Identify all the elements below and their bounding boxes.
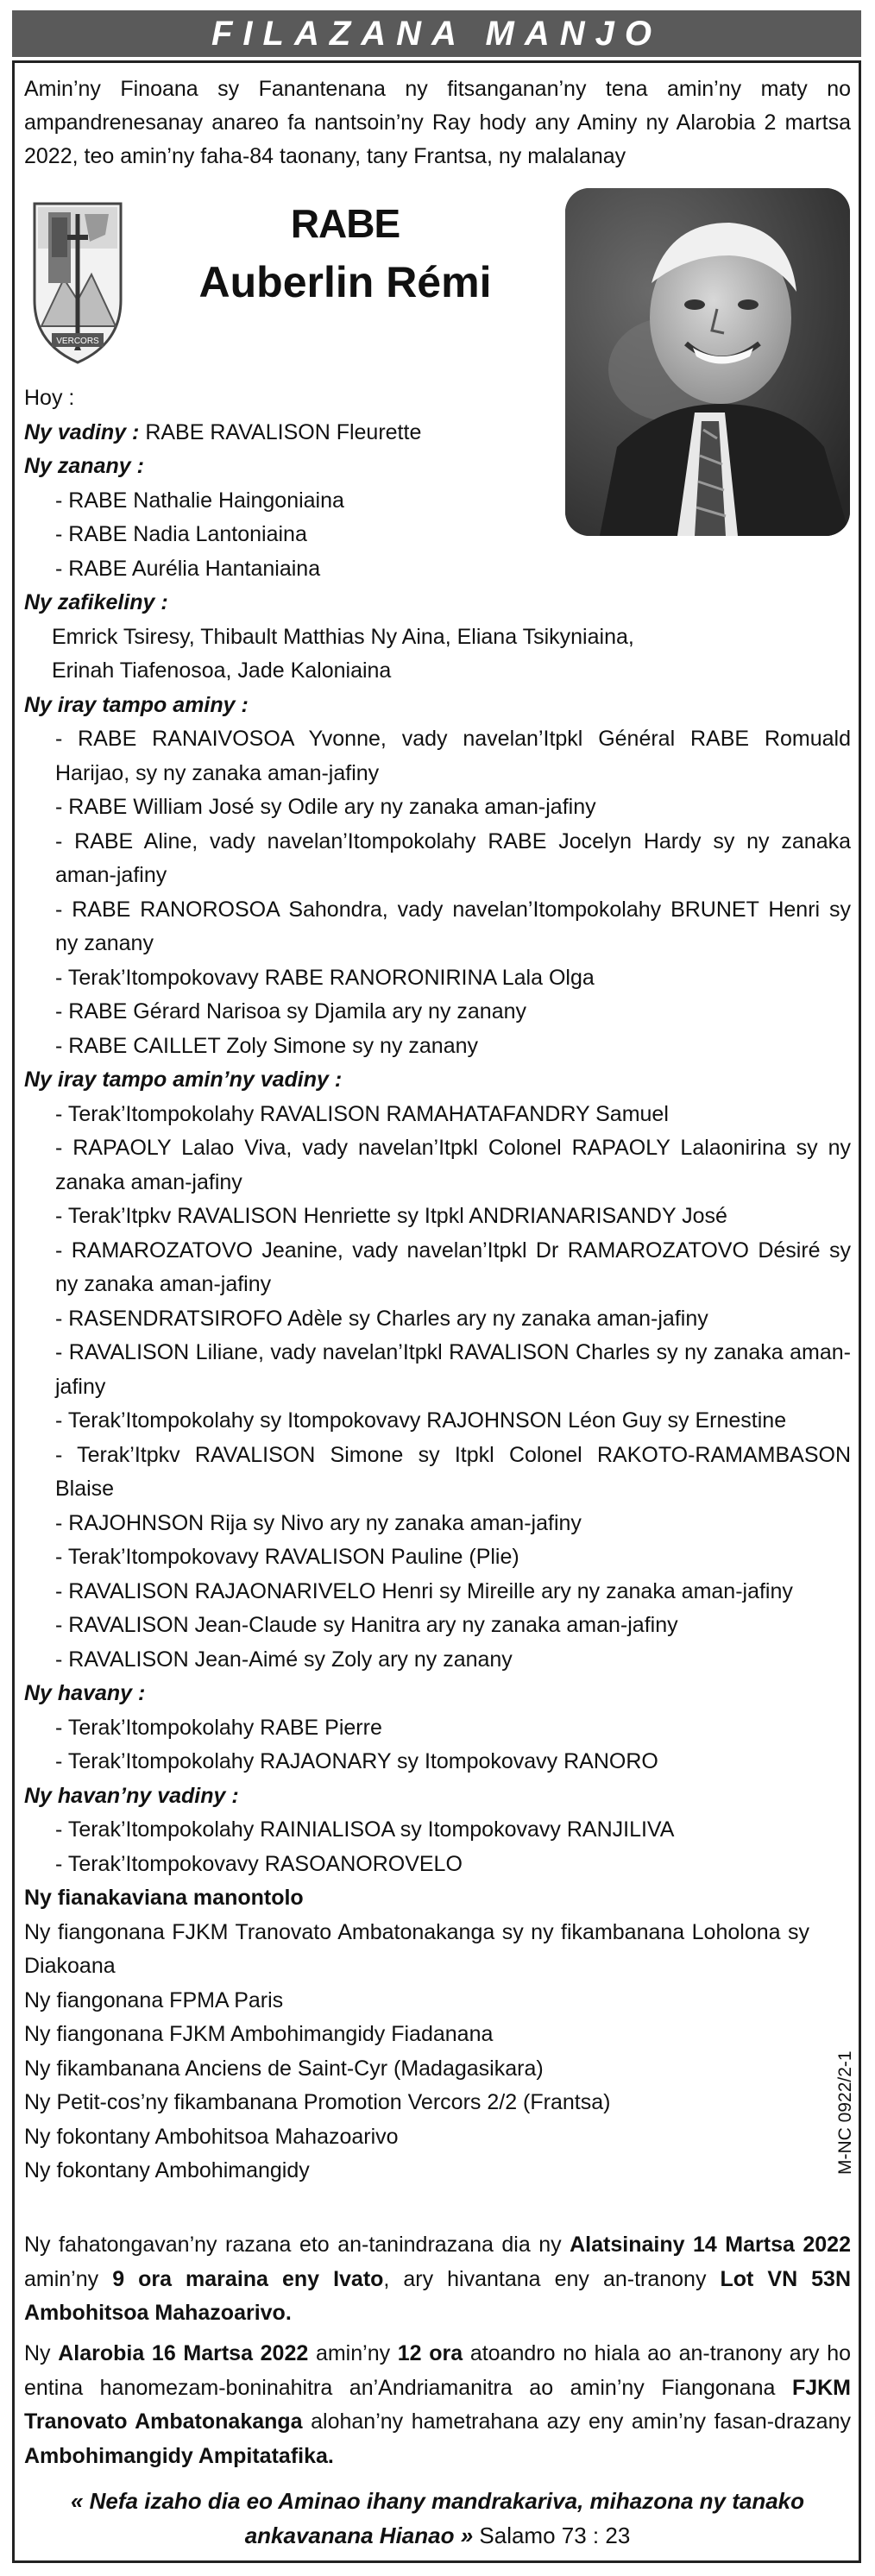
list-item: - RABE Nathalie Haingoniaina (55, 488, 344, 513)
funeral-paragraph (24, 2337, 851, 2473)
list-item: - RABE RANOROSOA Sahondra, vady navelan’Itompokolahy BRUNET Henri sy ny zanany (55, 897, 851, 955)
siblings-label: Ny iray tampo aminy : (24, 692, 249, 717)
list-item: - Terak’Itpkv RAVALISON Simone sy Itpkl Colonel RAKOTO-RAMAMBASON Blaise (55, 1442, 851, 1501)
funeral-text: Ny (24, 2341, 59, 2365)
list-item: Ny fiangonana FJKM Tranovato Ambatonakanga sy ny fikambanana Loholona sy Diakoana (24, 1919, 809, 1978)
funeral-time: 12 ora (397, 2341, 463, 2365)
intro-paragraph (24, 72, 851, 173)
list-item: - RABE Aurélia Hantaniaina (55, 556, 321, 581)
deceased-given-names: Auberlin Rémi (198, 258, 492, 306)
list-item: Erinah Tiafenosoa, Jade Kaloniaina (52, 658, 392, 683)
spouse-siblings-label: Ny iray tampo amin’ny vadiny : (24, 1068, 343, 1092)
list-item: Ny fiangonana FJKM Ambohimangidy Fiadanana (24, 2022, 494, 2046)
list-item: Ny fokontany Ambohitsoa Mahazoarivo (24, 2124, 399, 2149)
emblem-caption: VERCORS (56, 337, 99, 346)
list-item: - RAVALISON Jean-Claude sy Hanitra ary ny zanaka aman-jafiny (55, 1613, 678, 1637)
list-item: - Terak’Itompokovavy RABE RANORONIRINA Lala Olga (55, 965, 595, 990)
closing-verse (24, 2484, 851, 2553)
list-item: - Terak’Itompokolahy RAINIALISOA sy Itompokovavy RANJILIVA (55, 1817, 675, 1842)
portrait-photo (565, 188, 850, 536)
list-item: Ny fikambanana Anciens de Saint-Cyr (Madagasikara) (24, 2056, 544, 2081)
list-item: - RAMAROZATOVO Jeanine, vady navelan’Itpkl Dr RAMAROZATOVO Désiré sy ny zanaka aman-jafiny (55, 1238, 851, 1296)
list-item: Ny fokontany Ambohimangidy (24, 2158, 310, 2182)
list-item: - Terak’Itompokolahy RAVALISON RAMAHATAFANDRY Samuel (55, 1101, 669, 1126)
list-item: - RABE CAILLET Zoly Simone sy ny zanany (55, 1033, 479, 1058)
wake-paragraph (24, 2228, 851, 2331)
list-item: - Terak’Itompokovavy RAVALISON Pauline (Plie) (55, 1545, 519, 1569)
list-item: - RABE William José sy Odile ary ny zanaka aman-jafiny (55, 795, 596, 819)
list-item: - Terak’Itompokovavy RASOANOROVELO (55, 1851, 463, 1876)
list-item: - RAVALISON RAJAONARIVELO Henri sy Mireille ary ny zanaka aman-jafiny (55, 1578, 793, 1603)
funeral-burial-place: Ambohimangidy Ampitatafika. (24, 2443, 334, 2468)
list-item: - RAPAOLY Lalao Viva, vady navelan’Itpkl Colonel RAPAOLY Lalaonirina sy ny zanaka aman-jafiny (55, 1136, 851, 1194)
intro-text: Amin’ny Finoana sy Fanantenana ny fitsanganan’ny tena amin’ny maty no ampandrenesanay anareo fa nantsoin’ny Ray hody any Aminy ny Alarobia 2 martsa 2022, teo amin’ny faha-84 taonany, tany Frantsa, ny malalanay (24, 77, 851, 168)
list-item: Ny Petit-cos’ny fikambanana Promotion Vercors 2/2 (Frantsa) (24, 2090, 611, 2114)
list-item: - RASENDRATSIROFO Adèle sy Charles ary ny zanaka aman-jafiny (55, 1306, 708, 1331)
reference-code (827, 1981, 861, 2179)
verse-reference: Salamo 73 : 23 (473, 2522, 631, 2548)
list-item: - Terak’Itpkv RAVALISON Henriette sy Itpkl ANDRIANARISANDY José (55, 1204, 727, 1228)
header-title: FILAZANA MANJO (211, 15, 663, 53)
list-item: - Terak’Itompokolahy RAJAONARY sy Itompokovavy RANORO (55, 1749, 658, 1773)
spouse-name: RABE RAVALISON Fleurette (145, 419, 422, 444)
spouse-relatives-label: Ny havan’ny vadiny : (24, 1783, 239, 1808)
list-item: - RABE RANAIVOSOA Yvonne, vady navelan’Itpkl Général RABE Romuald Harijao, sy ny zanaka aman-jafiny (55, 727, 851, 785)
funeral-church: FJKM Tranovato Ambatonakanga (24, 2375, 851, 2434)
list-item: - Terak’Itompokolahy sy Itompokovavy RAJOHNSON Léon Guy sy Ernestine (55, 1408, 787, 1433)
deceased-surname: RABE (290, 201, 400, 246)
header-banner (12, 10, 861, 57)
list-item: - Terak’Itompokolahy RABE Pierre (55, 1715, 382, 1740)
grandchildren-label: Ny zafikeliny : (24, 590, 168, 614)
spouse-row (24, 416, 559, 450)
list-item: Emrick Tsiresy, Thibault Matthias Ny Aina, Eliana Tsikyniaina, (52, 624, 634, 649)
verse-quote: « Nefa izaho dia eo Aminao ihany mandrakariva, mihazona ny tanako ankavanana Hianao » (70, 2488, 805, 2548)
wake-date: Alatsinainy 14 Martsa 2022 (570, 2233, 851, 2257)
relatives-label: Ny havany : (24, 1681, 146, 1705)
family-list-main (24, 586, 851, 2189)
wake-time: 9 ora maraina eny Ivato (112, 2266, 384, 2291)
funeral-text: alohan’ny hametrahana azy eny amin’ny fasan-drazany (302, 2409, 851, 2434)
children-label: Ny zanany : (24, 454, 144, 478)
funeral-text: atoandro no hiala ao an-tranony ary ho entina hanomezam-boninahitra an’Andriamanitra ao amin’ny Fiangonana (24, 2341, 852, 2400)
spouse-label: Ny vadiny : (24, 419, 140, 444)
list-item: - RABE Gérard Narisoa sy Djamila ary ny zanany (55, 999, 527, 1023)
wake-text: , ary hivantana eny an-tranony (383, 2266, 721, 2291)
families-label: Ny fianakaviana manontolo (24, 1886, 304, 1910)
wake-text: amin’ny (24, 2266, 113, 2291)
wake-text: Ny fahatongavan’ny razana eto an-tanindrazana dia ny (24, 2233, 570, 2257)
vercors-crest-icon (29, 197, 126, 369)
list-item: - RAJOHNSON Rija sy Nivo ary ny zanaka aman-jafiny (55, 1510, 582, 1535)
reference-code-text: M-NC 0922/2-1 (835, 2050, 855, 2175)
family-list-top (24, 381, 559, 586)
list-item: - RABE Aline, vady navelan’Itompokolahy RABE Jocelyn Hardy sy ny zanaka aman-jafiny (55, 828, 851, 887)
list-item: - RAVALISON Liliane, vady navelan’Itpkl RAVALISON Charles sy ny zanaka aman-jafiny (55, 1340, 851, 1399)
wake-address: Lot VN 53N Ambohitsoa Mahazoarivo. (24, 2266, 852, 2325)
funeral-date: Alarobia 16 Martsa 2022 (58, 2341, 309, 2365)
list-item: Ny fiangonana FPMA Paris (24, 1987, 284, 2012)
list-item: - RAVALISON Jean-Aimé sy Zoly ary ny zanany (55, 1647, 513, 1672)
list-item: - RABE Nadia Lantoniaina (55, 522, 307, 546)
funeral-text: amin’ny (308, 2341, 398, 2365)
hoy-label: Hoy : (24, 386, 75, 410)
